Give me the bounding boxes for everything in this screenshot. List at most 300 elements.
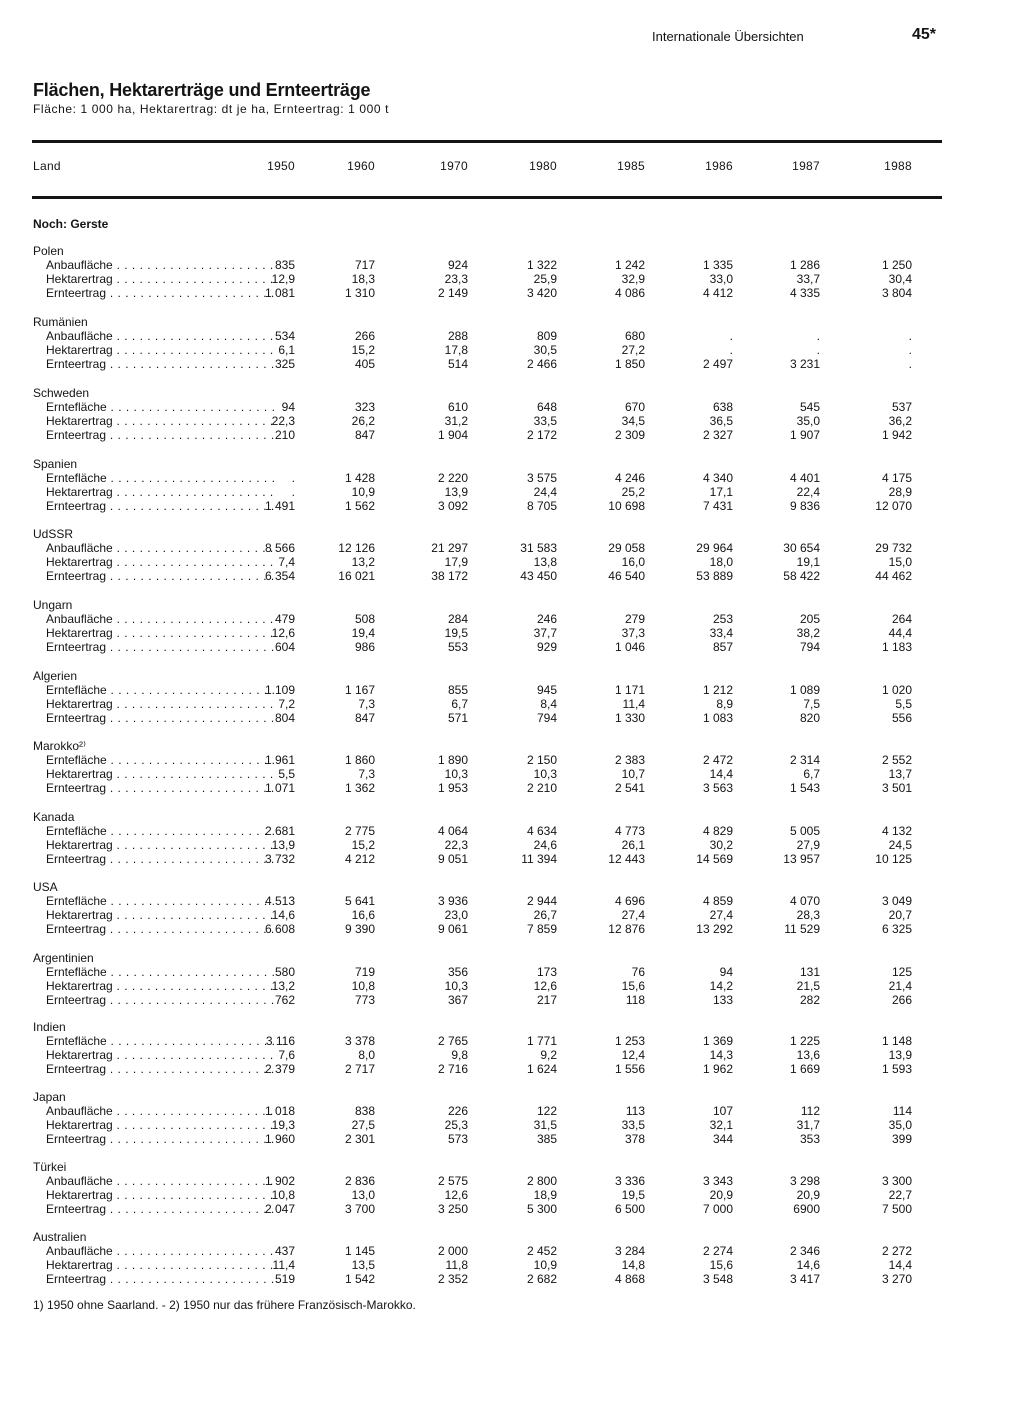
table-cell: 847 xyxy=(354,711,375,725)
table-cell: 804 xyxy=(274,711,295,725)
table-cell: 33,4 xyxy=(709,626,733,640)
table-cell: 21 297 xyxy=(431,541,468,555)
table-row xyxy=(33,471,953,485)
table-row xyxy=(33,1244,953,1258)
table-row xyxy=(33,894,953,908)
table-row xyxy=(33,697,953,711)
table-cell: 7 500 xyxy=(881,1202,912,1216)
table-cell: 4 335 xyxy=(789,286,820,300)
row-label-text: Erntefläche xyxy=(46,683,107,697)
table-cell: 210 xyxy=(274,428,295,442)
table-cell: 405 xyxy=(354,357,375,371)
row-label-text: Anbaufläche xyxy=(46,1244,113,1258)
table-cell: 534 xyxy=(274,329,295,343)
table-cell: 1 018 xyxy=(264,1104,295,1118)
table-cell: 1 071 xyxy=(264,781,295,795)
table-cell: 2 346 xyxy=(789,1244,820,1258)
table-cell: 7,4 xyxy=(278,555,295,569)
table-cell: 16,0 xyxy=(621,555,645,569)
table-cell: 13,9 xyxy=(444,485,468,499)
table-cell: 5,5 xyxy=(895,697,912,711)
table-cell: . xyxy=(816,329,820,343)
table-cell: 794 xyxy=(799,640,820,654)
table-cell: 15,6 xyxy=(709,1258,733,1272)
row-label-text: Erntefläche xyxy=(46,824,107,838)
table-cell: 945 xyxy=(536,683,557,697)
table-cell: 21,4 xyxy=(888,979,912,993)
table-cell: 4 634 xyxy=(526,824,557,838)
row-label-text: Erntefläche xyxy=(46,471,107,485)
table-cell: 12 443 xyxy=(608,852,645,866)
table-cell: 35,0 xyxy=(888,1118,912,1132)
table-cell: 18,9 xyxy=(533,1188,557,1202)
table-cell: 9 051 xyxy=(437,852,468,866)
table-cell: 2 047 xyxy=(264,1202,295,1216)
table-cell: 24,5 xyxy=(888,838,912,852)
row-label-text: Erntefläche xyxy=(46,753,107,767)
table-cell: 1 330 xyxy=(614,711,645,725)
table-cell: 29 964 xyxy=(696,541,733,555)
table-cell: 20,9 xyxy=(709,1188,733,1202)
table-cell: 4 696 xyxy=(614,894,645,908)
table-cell: 33,5 xyxy=(621,1118,645,1132)
table-cell: 27,4 xyxy=(709,908,733,922)
table-cell: 3 284 xyxy=(614,1244,645,1258)
row-label-text: Hektarertrag xyxy=(46,555,113,569)
table-cell: 4 175 xyxy=(881,471,912,485)
table-cell: 226 xyxy=(447,1104,468,1118)
table-cell: 4 859 xyxy=(702,894,733,908)
table-cell: 20,7 xyxy=(888,908,912,922)
table-cell: 17,1 xyxy=(709,485,733,499)
row-label-text: Hektarertrag xyxy=(46,908,113,922)
table-cell: 1 902 xyxy=(264,1174,295,1188)
table-cell: 30 654 xyxy=(783,541,820,555)
table-cell: 25,3 xyxy=(444,1118,468,1132)
column-header-year: 1986 xyxy=(705,159,733,173)
table-cell: 2 575 xyxy=(437,1174,468,1188)
table-cell: 3 049 xyxy=(881,894,912,908)
table-cell: 809 xyxy=(536,329,557,343)
table-cell: 32,1 xyxy=(709,1118,733,1132)
table-cell: 4 513 xyxy=(264,894,295,908)
country-name: Marokko²⁾ xyxy=(33,739,86,753)
table-cell: 2 682 xyxy=(526,1272,557,1286)
table-cell: 2 681 xyxy=(264,824,295,838)
table-cell: 31 583 xyxy=(520,541,557,555)
table-cell: 6 354 xyxy=(264,569,295,583)
table-row xyxy=(33,541,953,555)
table-cell: 18,0 xyxy=(709,555,733,569)
row-label-text: Erntefläche xyxy=(46,400,107,414)
table-cell: 1 907 xyxy=(789,428,820,442)
table-row xyxy=(33,1104,953,1118)
table-cell: 12,6 xyxy=(533,979,557,993)
row-label-text: Ernteertrag xyxy=(46,640,107,654)
table-cell: 20,9 xyxy=(796,1188,820,1202)
table-row xyxy=(33,781,953,795)
row-label-text: Erntefläche xyxy=(46,894,107,908)
table-cell: 3 343 xyxy=(702,1174,733,1188)
table-cell: 13,0 xyxy=(351,1188,375,1202)
table-cell: 4 070 xyxy=(789,894,820,908)
table-cell: 4 868 xyxy=(614,1272,645,1286)
table-cell: 31,5 xyxy=(533,1118,557,1132)
table-cell: 10,8 xyxy=(271,1188,295,1202)
column-header-year: 1985 xyxy=(617,159,645,173)
column-header-land: Land xyxy=(33,159,61,173)
table-cell: 2 172 xyxy=(526,428,557,442)
table-cell: 1 145 xyxy=(344,1244,375,1258)
table-cell: 1 624 xyxy=(526,1062,557,1076)
table-cell: 323 xyxy=(354,400,375,414)
table-cell: 122 xyxy=(536,1104,557,1118)
table-cell: 1 242 xyxy=(614,258,645,272)
table-cell: 1 286 xyxy=(789,258,820,272)
table-cell: 1 362 xyxy=(344,781,375,795)
table-cell: 94 xyxy=(719,965,733,979)
table-cell: 33,0 xyxy=(709,272,733,286)
table-cell: 14,4 xyxy=(709,767,733,781)
table-cell: 1 850 xyxy=(614,357,645,371)
table-cell: 1 212 xyxy=(702,683,733,697)
table-cell: 353 xyxy=(799,1132,820,1146)
table-cell: 1 593 xyxy=(881,1062,912,1076)
table-cell: . xyxy=(729,329,733,343)
table-cell: 820 xyxy=(799,711,820,725)
table-cell: 253 xyxy=(712,612,733,626)
table-cell: 1 860 xyxy=(344,753,375,767)
table-cell: 648 xyxy=(536,400,557,414)
table-cell: 3 804 xyxy=(881,286,912,300)
table-cell: 2 352 xyxy=(437,1272,468,1286)
table-cell: 5 641 xyxy=(344,894,375,908)
table-cell: 15,6 xyxy=(621,979,645,993)
table-cell: 12 876 xyxy=(608,922,645,936)
table-row xyxy=(33,640,953,654)
table-cell: 2 149 xyxy=(437,286,468,300)
row-label-text: Anbaufläche xyxy=(46,541,113,555)
table-cell: 29 058 xyxy=(608,541,645,555)
table-cell: 6 608 xyxy=(264,922,295,936)
table-row xyxy=(33,908,953,922)
table-cell: 31,2 xyxy=(444,414,468,428)
row-label-text: Anbaufläche xyxy=(46,612,113,626)
table-cell: 7,5 xyxy=(803,697,820,711)
table-cell: 27,4 xyxy=(621,908,645,922)
table-cell: 13,8 xyxy=(533,555,557,569)
row-label-text: Erntefläche xyxy=(46,1034,107,1048)
table-cell: 1 962 xyxy=(702,1062,733,1076)
table-cell: 53 889 xyxy=(696,569,733,583)
table-cell: 1 225 xyxy=(789,1034,820,1048)
table-cell: 29 732 xyxy=(875,541,912,555)
table-cell: 6900 xyxy=(793,1202,820,1216)
table-cell: 22,4 xyxy=(796,485,820,499)
table-cell: 2 944 xyxy=(526,894,557,908)
table-cell: 3 270 xyxy=(881,1272,912,1286)
table-cell: 19,3 xyxy=(271,1118,295,1132)
table-cell: 11,4 xyxy=(622,697,645,711)
table-cell: . xyxy=(908,329,912,343)
column-header-year: 1987 xyxy=(792,159,820,173)
row-label-text: Hektarertrag xyxy=(46,1258,113,1272)
table-cell: 22,3 xyxy=(444,838,468,852)
table-cell: 1 904 xyxy=(437,428,468,442)
table-cell: 114 xyxy=(892,1104,912,1118)
table-cell: 25,9 xyxy=(533,272,557,286)
table-cell: 13,9 xyxy=(271,838,295,852)
table-cell: 288 xyxy=(447,329,468,343)
table-cell: 38 172 xyxy=(431,569,468,583)
country-name: Japan xyxy=(33,1090,66,1104)
table-cell: 12 070 xyxy=(875,499,912,513)
table-cell: 36,5 xyxy=(709,414,733,428)
table-cell: 131 xyxy=(799,965,820,979)
table-row xyxy=(33,683,953,697)
table-cell: 2 309 xyxy=(614,428,645,442)
table-cell: 670 xyxy=(624,400,645,414)
table-cell: 33,7 xyxy=(796,272,820,286)
country-name: USA xyxy=(33,880,58,894)
table-row xyxy=(33,272,953,286)
table-cell: 553 xyxy=(447,640,468,654)
row-label-text: Hektarertrag xyxy=(46,626,113,640)
table-cell: 23,3 xyxy=(444,272,468,286)
table-cell: 1 669 xyxy=(789,1062,820,1076)
table-cell: 2 274 xyxy=(702,1244,733,1258)
table-row xyxy=(33,569,953,583)
table-cell: 1 771 xyxy=(526,1034,557,1048)
row-label-text: Hektarertrag xyxy=(46,767,113,781)
table-cell: 8,0 xyxy=(358,1048,375,1062)
table-cell: 27,9 xyxy=(796,838,820,852)
table-cell: 133 xyxy=(712,993,733,1007)
table-cell: 17,8 xyxy=(444,343,468,357)
table-cell: 26,1 xyxy=(621,838,645,852)
row-label-text: Hektarertrag xyxy=(46,485,113,499)
table-cell: 855 xyxy=(447,683,468,697)
table-cell: 12,6 xyxy=(271,626,295,640)
table-cell: 14 569 xyxy=(696,852,733,866)
table-row xyxy=(33,612,953,626)
table-cell: 12,6 xyxy=(444,1188,468,1202)
table-cell: 15,0 xyxy=(888,555,912,569)
table-cell: 1 335 xyxy=(702,258,733,272)
table-cell: 11,4 xyxy=(272,1258,295,1272)
country-name: Rumänien xyxy=(33,315,88,329)
table-cell: 1 167 xyxy=(344,683,375,697)
table-cell: 30,5 xyxy=(533,343,557,357)
table-cell: 1 083 xyxy=(702,711,733,725)
table-row xyxy=(33,1272,953,1286)
table-cell: 3 378 xyxy=(344,1034,375,1048)
table-cell: 46 540 xyxy=(608,569,645,583)
table-cell: 514 xyxy=(447,357,468,371)
table-cell: 399 xyxy=(891,1132,912,1146)
table-cell: 794 xyxy=(536,711,557,725)
running-head: Internationale Übersichten xyxy=(652,29,804,44)
table-cell: 11 394 xyxy=(521,852,557,866)
table-cell: 30,2 xyxy=(709,838,733,852)
table-cell: 58 422 xyxy=(783,569,820,583)
table-cell: 4 340 xyxy=(702,471,733,485)
table-cell: 10,3 xyxy=(444,767,468,781)
country-name: Schweden xyxy=(33,386,90,400)
table-cell: 1 322 xyxy=(526,258,557,272)
table-cell: 2 301 xyxy=(344,1132,375,1146)
table-cell: 6,7 xyxy=(803,767,820,781)
row-label-text: Anbaufläche xyxy=(46,1104,113,1118)
table-cell: 14,4 xyxy=(888,1258,912,1272)
table-cell: 14,2 xyxy=(709,979,733,993)
table-row xyxy=(33,711,953,725)
table-cell: 10,3 xyxy=(444,979,468,993)
country-name: Türkei xyxy=(33,1160,67,1174)
row-label-text: Ernteertrag xyxy=(46,569,107,583)
table-cell: 13,6 xyxy=(796,1048,820,1062)
table-row xyxy=(33,965,953,979)
row-label-text: Ernteertrag xyxy=(46,781,107,795)
table-cell: 4 064 xyxy=(437,824,468,838)
table-cell: 2 800 xyxy=(526,1174,557,1188)
row-label-text: Ernteertrag xyxy=(46,286,107,300)
table-cell: 18,3 xyxy=(351,272,375,286)
table-cell: 21,5 xyxy=(796,979,820,993)
table-cell: 32,9 xyxy=(621,272,645,286)
table-cell: 15,2 xyxy=(351,343,375,357)
table-cell: 4 246 xyxy=(614,471,645,485)
table-cell: 3 563 xyxy=(702,781,733,795)
table-cell: 1 310 xyxy=(344,286,375,300)
table-row xyxy=(33,1118,953,1132)
table-cell: 13 957 xyxy=(783,852,820,866)
table-cell: 3 250 xyxy=(437,1202,468,1216)
table-cell: 2 220 xyxy=(437,471,468,485)
table-cell: 13,9 xyxy=(888,1048,912,1062)
table-cell: 37,3 xyxy=(621,626,645,640)
table-cell: 924 xyxy=(447,258,468,272)
country-name: Ungarn xyxy=(33,598,73,612)
table-cell: 2 717 xyxy=(344,1062,375,1076)
table-cell: 19,4 xyxy=(351,626,375,640)
table-cell: 929 xyxy=(536,640,557,654)
table-cell: 385 xyxy=(536,1132,557,1146)
row-label-text: Ernteertrag xyxy=(46,1132,107,1146)
row-label-text: Ernteertrag xyxy=(46,922,107,936)
table-cell: 762 xyxy=(274,993,295,1007)
table-row xyxy=(33,1048,953,1062)
table-cell: 3 732 xyxy=(264,852,295,866)
table-cell: 5 005 xyxy=(789,824,820,838)
table-cell: 27,2 xyxy=(621,343,645,357)
table-cell: 2 466 xyxy=(526,357,557,371)
table-cell: 2 327 xyxy=(702,428,733,442)
row-label-text: Hektarertrag xyxy=(46,979,113,993)
table-cell: 22,3 xyxy=(271,414,295,428)
table-cell: 9,2 xyxy=(540,1048,557,1062)
row-label-text: Anbaufläche xyxy=(46,329,113,343)
table-row xyxy=(33,499,953,513)
table-cell: 4 829 xyxy=(702,824,733,838)
table-cell: 246 xyxy=(536,612,557,626)
table-cell: 1 020 xyxy=(881,683,912,697)
table-cell: 7 000 xyxy=(702,1202,733,1216)
table-cell: 173 xyxy=(536,965,557,979)
table-cell: 1 369 xyxy=(702,1034,733,1048)
table-cell: 2 552 xyxy=(881,753,912,767)
country-name: UdSSR xyxy=(33,527,74,541)
table-cell: 2 000 xyxy=(437,1244,468,1258)
row-label-text: Hektarertrag xyxy=(46,1188,113,1202)
table-cell: 2 272 xyxy=(881,1244,912,1258)
table-cell: 10 125 xyxy=(875,852,912,866)
table-cell: 13,2 xyxy=(351,555,375,569)
table-cell: 3 116 xyxy=(265,1034,295,1048)
table-cell: 24,6 xyxy=(533,838,557,852)
table-cell: 19,5 xyxy=(444,626,468,640)
table-cell: 13,5 xyxy=(351,1258,375,1272)
table-cell: 3 575 xyxy=(526,471,557,485)
row-label-text: Hektarertrag xyxy=(46,1118,113,1132)
table-cell: 2 716 xyxy=(437,1062,468,1076)
table-cell: 610 xyxy=(447,400,468,414)
row-label-text: Erntefläche xyxy=(46,965,107,979)
table-cell: 2 452 xyxy=(526,1244,557,1258)
table-cell: 2 379 xyxy=(264,1062,295,1076)
table-cell: 773 xyxy=(354,993,375,1007)
table-cell: 1 961 xyxy=(264,753,295,767)
table-row xyxy=(33,357,953,371)
footnote: 1) 1950 ohne Saarland. - 2) 1950 nur das frühere Französisch-Marokko. xyxy=(33,1298,416,1312)
row-label-text: Ernteertrag xyxy=(46,357,107,371)
table-cell: 282 xyxy=(799,993,820,1007)
row-label-text: Anbaufläche xyxy=(46,258,113,272)
table-cell: 3 298 xyxy=(789,1174,820,1188)
table-cell: 4 773 xyxy=(614,824,645,838)
table-header-rule xyxy=(32,196,942,199)
table-cell: 113 xyxy=(625,1104,645,1118)
table-cell: 17,9 xyxy=(444,555,468,569)
table-cell: 12 126 xyxy=(338,541,375,555)
table-cell: 44 462 xyxy=(875,569,912,583)
table-row xyxy=(33,979,953,993)
row-label-text: Ernteertrag xyxy=(46,1202,107,1216)
table-cell: 3 092 xyxy=(437,499,468,513)
table-cell: 107 xyxy=(712,1104,733,1118)
table-cell: 3 420 xyxy=(526,286,557,300)
table-cell: 10,7 xyxy=(621,767,645,781)
table-cell: 9,8 xyxy=(451,1048,468,1062)
table-cell: 16 021 xyxy=(338,569,375,583)
table-cell: 6 325 xyxy=(881,922,912,936)
row-label-text: Ernteertrag xyxy=(46,428,107,442)
table-cell: 3 336 xyxy=(614,1174,645,1188)
table-cell: 11 529 xyxy=(784,922,820,936)
table-cell: 13,7 xyxy=(888,767,912,781)
table-cell: 479 xyxy=(274,612,295,626)
table-cell: 1 253 xyxy=(614,1034,645,1048)
table-cell: 125 xyxy=(891,965,912,979)
table-row xyxy=(33,555,953,569)
table-cell: 1 543 xyxy=(789,781,820,795)
table-cell: 1 953 xyxy=(437,781,468,795)
row-label-text: Hektarertrag xyxy=(46,343,113,357)
table-cell: 25,2 xyxy=(621,485,645,499)
table-cell: 1 171 xyxy=(614,683,645,697)
table-cell: 34,5 xyxy=(621,414,645,428)
table-cell: 7,2 xyxy=(278,697,295,711)
